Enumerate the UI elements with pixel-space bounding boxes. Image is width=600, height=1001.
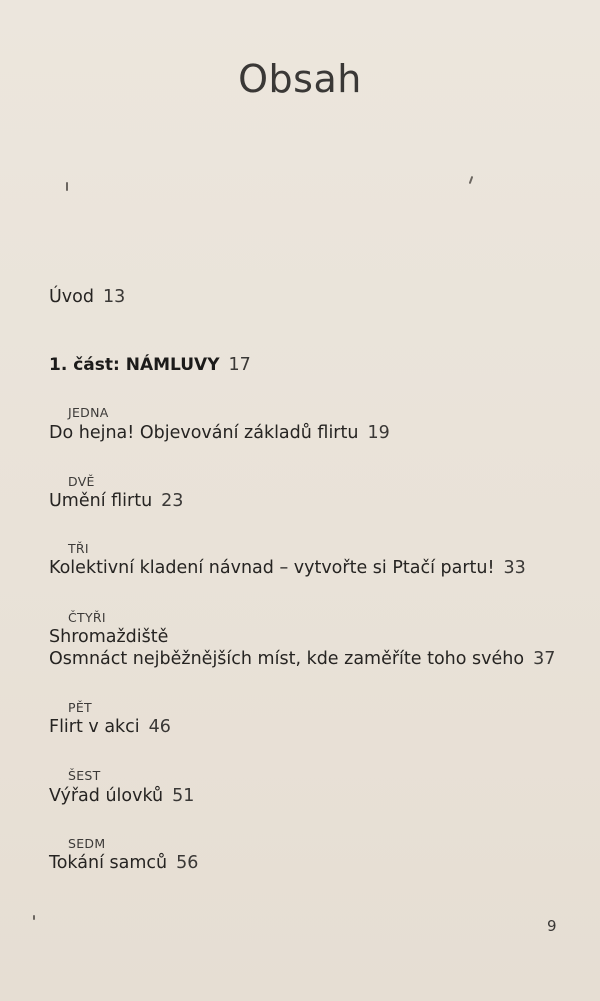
- toc-entry-text: Do hejna! Objevování základů flirtu: [49, 423, 359, 443]
- toc-entry: [49, 423, 390, 443]
- toc-page-number: 33: [503, 558, 526, 578]
- paper-speck: [33, 915, 35, 920]
- toc-entry-text: Umění flirtu: [49, 491, 153, 511]
- paper-speck: [66, 182, 68, 191]
- page-title: Obsah: [238, 57, 362, 101]
- toc-entry: [49, 558, 526, 578]
- chapter-number: JEDNA: [68, 405, 109, 420]
- toc-page-number: 19: [367, 423, 390, 443]
- toc-entry-text: Tokání samců: [49, 853, 168, 873]
- toc-entry: [49, 627, 168, 647]
- toc-page-number: 37: [533, 649, 556, 669]
- chapter-number: ČTYŘI: [68, 610, 106, 625]
- toc-page-number: 13: [102, 287, 126, 307]
- toc-entry-intro: [49, 287, 125, 307]
- toc-entry: [49, 786, 194, 806]
- toc-entry-text: Kolektivní kladení návnad – vytvořte si Ptačí partu!: [49, 558, 495, 578]
- toc-entry-text: Shromaždiště: [49, 627, 169, 647]
- chapter-number: DVĚ: [68, 474, 95, 489]
- chapter-number: TŘI: [68, 541, 89, 556]
- toc-page-number: 23: [161, 491, 184, 511]
- part-label: 1. část: NÁMLUVY: [49, 355, 220, 375]
- toc-page-number: 51: [172, 786, 195, 806]
- toc-entry: [49, 491, 183, 511]
- toc-entry-text: Úvod: [49, 287, 94, 307]
- toc-page-number: 56: [176, 853, 199, 873]
- toc-entry: [49, 649, 555, 669]
- toc-entry: [49, 853, 198, 873]
- toc-entry: [49, 717, 171, 737]
- chapter-number: SEDM: [68, 836, 106, 851]
- toc-entry-text: Osmnáct nejběžnějších míst, kde zaměříte toho svého: [49, 649, 525, 669]
- paper-speck: [469, 176, 474, 184]
- chapter-number: ŠEST: [68, 768, 101, 783]
- toc-part-heading: [49, 355, 251, 375]
- toc-page-number: 46: [148, 717, 171, 737]
- chapter-number: PĚT: [68, 700, 92, 715]
- toc-page-number: 17: [228, 355, 251, 375]
- toc-entry-text: Výřad úlovků: [49, 786, 164, 806]
- page-folio: 9: [547, 917, 557, 935]
- toc-entry-text: Flirt v akci: [49, 717, 140, 737]
